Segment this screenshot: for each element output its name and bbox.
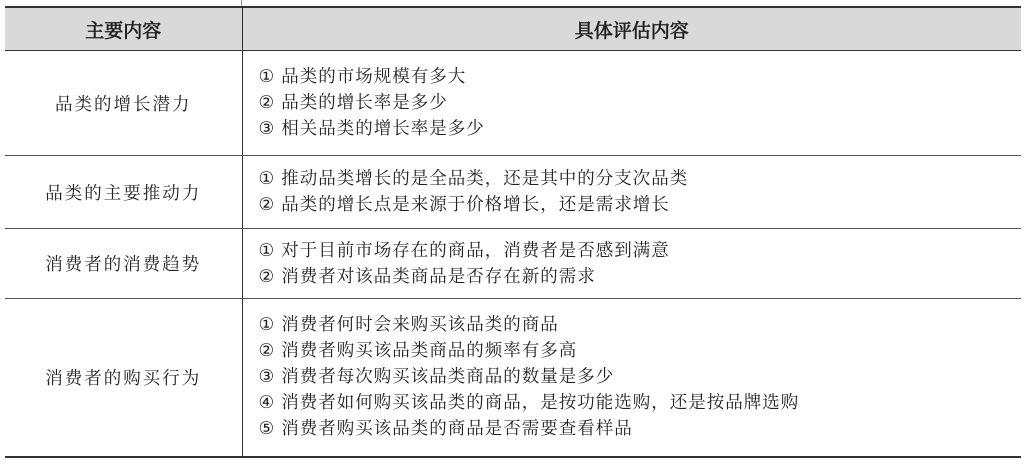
- item-number: ②: [258, 195, 276, 215]
- header-row: [5, 7, 1021, 51]
- item-number: ②: [258, 266, 276, 287]
- item-number: ①: [258, 67, 276, 87]
- table-row: [5, 229, 1021, 299]
- item-number: ①: [258, 169, 276, 189]
- item-text: 对于目前市场存在的商品，消费者是否感到满意: [281, 240, 670, 261]
- header-main-content: 主要内容: [5, 7, 242, 51]
- list-item: [259, 192, 1022, 218]
- item-text: 消费者购买该品类商品的频率有多高: [281, 341, 578, 362]
- item-number: ①: [258, 240, 276, 261]
- item-text: 相关品类的增长率是多少: [281, 119, 485, 139]
- list-item: [259, 264, 1022, 290]
- item-text: 品类的增长率是多少: [281, 93, 448, 113]
- item-text: 推动品类增长的是全品类，还是其中的分支次品类: [281, 169, 689, 189]
- row-topic: 品类的增长潜力: [5, 51, 242, 156]
- item-text: 品类的增长点是来源于价格增长，还是需求增长: [281, 195, 670, 215]
- item-text: 消费者购买该品类的商品是否需要查看样品: [281, 419, 633, 440]
- row-topic: 消费者的购买行为: [5, 299, 242, 457]
- item-number: ⑤: [258, 419, 276, 440]
- item-number: ①: [258, 315, 276, 336]
- row-details: [242, 229, 1021, 299]
- item-text: 消费者何时会来购买该品类的商品: [281, 315, 559, 336]
- table-row: [5, 51, 1021, 156]
- list-item: [259, 64, 1022, 90]
- list-item: [259, 390, 1022, 416]
- list-item: [259, 166, 1022, 192]
- list-item: [259, 416, 1022, 442]
- list-item: [259, 364, 1022, 390]
- item-text: 品类的市场规模有多大: [281, 67, 467, 87]
- row-topic: 品类的主要推动力: [5, 156, 242, 229]
- item-number: ②: [258, 341, 276, 362]
- item-text: 消费者对该品类商品是否存在新的需求: [281, 266, 596, 287]
- item-number: ③: [258, 119, 276, 139]
- evaluation-table: [5, 6, 1021, 458]
- list-item: [259, 238, 1022, 264]
- item-number: ②: [258, 93, 276, 113]
- item-number: ③: [258, 367, 276, 388]
- row-details: [242, 299, 1021, 457]
- table-row: [5, 156, 1021, 229]
- header-evaluation-details: 具体评估内容: [242, 7, 1021, 51]
- item-text: 消费者每次购买该品类商品的数量是多少: [281, 367, 615, 388]
- row-topic: 消费者的消费趋势: [5, 229, 242, 299]
- item-number: ④: [258, 393, 276, 414]
- row-details: [242, 51, 1021, 156]
- list-item: [259, 338, 1022, 364]
- list-item: [259, 312, 1022, 338]
- item-text: 消费者如何购买该品类的商品，是按功能选购，还是按品牌选购: [281, 393, 800, 414]
- row-details: [242, 156, 1021, 229]
- list-item: [259, 90, 1022, 116]
- table-row: [5, 299, 1021, 457]
- list-item: [259, 116, 1022, 142]
